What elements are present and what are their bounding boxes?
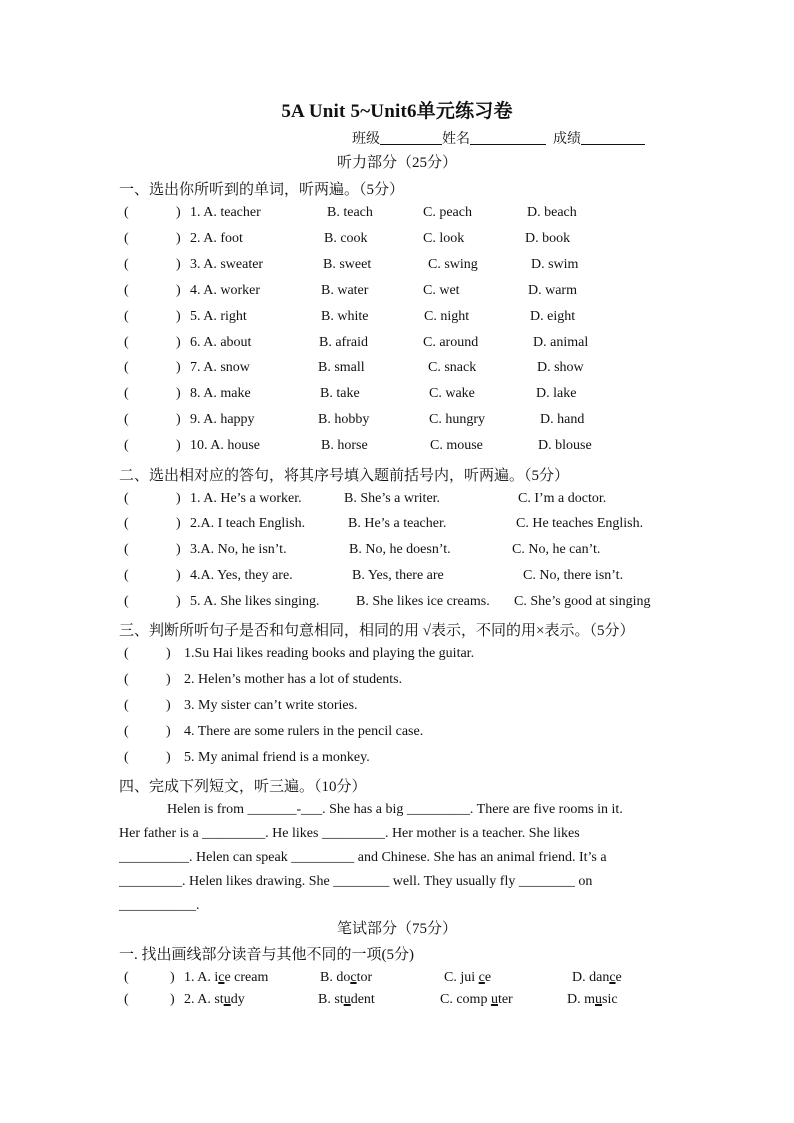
option-b: B. take	[320, 386, 360, 401]
s5-item-2	[124, 992, 684, 1012]
option-b: B. He’s a teacher.	[348, 516, 447, 531]
answer-paren-open[interactable]: (	[124, 412, 129, 427]
s5-item-1	[124, 970, 684, 990]
section5-heading: 一. 找出画线部分读音与其他不同的一项(5分)	[119, 947, 414, 963]
option-c: C. night	[424, 309, 470, 324]
option-b: B. small	[318, 360, 365, 375]
option-a-prefix: 1. A. i	[184, 970, 219, 985]
answer-paren-close: )	[166, 750, 171, 765]
option-b: B. white	[321, 309, 369, 324]
option-a: 9. A. happy	[190, 412, 255, 427]
s3-item-3	[124, 698, 684, 718]
option-b: B. sweet	[323, 257, 372, 272]
s1-item-7	[124, 360, 684, 380]
option-b	[320, 970, 372, 986]
option-a: 4.A. Yes, they are.	[190, 568, 293, 583]
section2-heading: 二、选出相对应的答句，将其序号填入题前括号内，听两遍。（5分）	[119, 468, 570, 484]
option-a: 5. A. She likes singing.	[190, 594, 320, 609]
s2-item-1	[124, 491, 684, 511]
option-c: C. No, he can’t.	[512, 542, 601, 557]
option-b: B. hobby	[318, 412, 370, 427]
option-a: 3.A. No, he isn’t.	[190, 542, 287, 557]
statement-text: 2. Helen’s mother has a lot of students.	[184, 672, 403, 687]
option-c: C. I’m a doctor.	[518, 491, 607, 506]
answer-paren-open[interactable]: (	[124, 594, 129, 609]
statement-text: 1.Su Hai likes reading books and playing the guitar.	[184, 646, 475, 661]
option-a: 2.A. I teach English.	[190, 516, 306, 531]
option-c	[444, 970, 491, 986]
s1-item-8	[124, 386, 684, 406]
answer-paren-close: )	[166, 698, 171, 713]
underlined-letters: c	[218, 970, 225, 985]
answer-paren-open[interactable]: (	[124, 283, 129, 298]
answer-paren-open[interactable]: (	[124, 438, 129, 453]
s1-item-1	[124, 205, 684, 225]
option-a-suffix: dy	[230, 992, 245, 1007]
answer-paren-open[interactable]: (	[124, 386, 129, 401]
s2-item-2	[124, 516, 684, 536]
s1-item-2	[124, 231, 684, 251]
option-c: C. She’s good at singing	[514, 594, 651, 609]
option-a: 1. A. teacher	[190, 205, 261, 220]
option-d-suffix: sic	[602, 992, 618, 1007]
option-a: 1. A. He’s a worker.	[190, 491, 302, 506]
option-b: B. Yes, there are	[352, 568, 444, 583]
option-c: C. wet	[423, 283, 460, 298]
s1-item-9	[124, 412, 684, 432]
underlined-letters: u	[595, 992, 602, 1007]
section3-heading: 三、判断所听句子是否和句意相同，相同的用 √表示，不同的用×表示。（5分）	[119, 623, 635, 639]
option-d	[567, 992, 618, 1008]
option-a	[184, 970, 268, 986]
class-blank[interactable]	[380, 130, 442, 145]
option-c: C. peach	[423, 205, 472, 220]
option-b: B. cook	[324, 231, 368, 246]
option-c: C. mouse	[430, 438, 483, 453]
option-d: D. beach	[527, 205, 577, 220]
option-c: C. He teaches English.	[516, 516, 644, 531]
name-blank[interactable]	[470, 130, 546, 145]
option-d: D. hand	[540, 412, 585, 427]
s2-item-3	[124, 542, 684, 562]
answer-paren-close: )	[176, 386, 181, 401]
option-c: C. swing	[428, 257, 478, 272]
option-b: B. afraid	[319, 335, 368, 350]
s2-item-5	[124, 594, 684, 614]
option-d: D. lake	[536, 386, 577, 401]
score-label: 成绩	[553, 132, 581, 147]
s1-item-6	[124, 335, 684, 355]
answer-paren-close: )	[176, 309, 181, 324]
option-a: 8. A. make	[190, 386, 251, 401]
option-c-prefix: C. jui	[444, 970, 479, 985]
answer-paren-open[interactable]: (	[124, 231, 129, 246]
answer-paren-open[interactable]: (	[124, 205, 129, 220]
answer-paren-close: )	[166, 724, 171, 739]
cloze-line-2: Her father is a _________. He likes _________. Her mother is a teacher. She likes	[119, 826, 580, 841]
underlined-letters: u	[490, 992, 498, 1007]
option-c: C. around	[423, 335, 479, 350]
answer-paren-close: )	[176, 568, 181, 583]
score-blank[interactable]	[581, 130, 645, 145]
answer-paren-open[interactable]: (	[124, 309, 129, 324]
option-c: C. hungry	[429, 412, 485, 427]
option-a: 5. A. right	[190, 309, 247, 324]
answer-paren-close: )	[176, 257, 181, 272]
option-d: D. show	[537, 360, 584, 375]
statement-text: 3. My sister can’t write stories.	[184, 698, 358, 713]
answer-paren-open[interactable]: (	[124, 542, 129, 557]
option-d-suffix: e	[615, 970, 622, 985]
answer-paren-open[interactable]: (	[124, 516, 129, 531]
answer-paren-open[interactable]: (	[124, 698, 129, 713]
cloze-line-4: _________. Helen likes drawing. She ________ well. They usually fly ________ on	[119, 874, 593, 889]
answer-paren-close: )	[170, 992, 175, 1007]
option-d: D. warm	[528, 283, 577, 298]
answer-paren-close: )	[166, 646, 171, 661]
option-b: B. horse	[321, 438, 368, 453]
option-a	[184, 992, 245, 1008]
statement-text: 5. My animal friend is a monkey.	[184, 750, 370, 765]
s3-item-2	[124, 672, 684, 692]
student-info-line	[352, 128, 645, 148]
option-c-suffix: e	[484, 970, 492, 985]
answer-paren-close: )	[176, 335, 181, 350]
answer-paren-open[interactable]: (	[124, 335, 129, 350]
option-b: B. She likes ice creams.	[356, 594, 490, 609]
option-c-prefix: C. comp	[440, 992, 491, 1007]
underlined-letters: c	[350, 970, 357, 985]
option-b-prefix: B. st	[318, 992, 344, 1007]
option-c: C. wake	[429, 386, 475, 401]
option-b	[318, 992, 375, 1008]
cloze-line-5: ___________.	[119, 898, 200, 913]
option-d	[572, 970, 622, 986]
answer-paren-close: )	[176, 205, 181, 220]
s2-item-4	[124, 568, 684, 588]
underlined-letters: u	[223, 992, 231, 1007]
cloze-line-1: Helen is from _______-___. She has a big _________. There are five rooms in it.	[167, 802, 623, 817]
answer-paren-open[interactable]: (	[124, 646, 129, 661]
option-b-suffix: dent	[350, 992, 375, 1007]
option-d: D. swim	[531, 257, 579, 272]
option-a: 7. A. snow	[190, 360, 250, 375]
option-a: 4. A. worker	[190, 283, 260, 298]
section1-heading: 一、选出你所听到的单词，听两遍。（5分）	[119, 182, 405, 198]
option-a: 6. A. about	[190, 335, 252, 350]
option-b: B. teach	[327, 205, 373, 220]
option-a-prefix: 2. A. st	[184, 992, 224, 1007]
s1-item-4	[124, 283, 684, 303]
listening-heading: 听力部分（25分）	[336, 155, 457, 171]
option-a: 10. A. house	[190, 438, 260, 453]
answer-paren-open[interactable]: (	[124, 970, 129, 985]
s1-item-3	[124, 257, 684, 277]
s3-item-4	[124, 724, 684, 744]
option-b: B. No, he doesn’t.	[349, 542, 451, 557]
s1-item-10	[124, 438, 684, 458]
answer-paren-close: )	[176, 438, 181, 453]
answer-paren-close: )	[176, 283, 181, 298]
option-c: C. No, there isn’t.	[523, 568, 624, 583]
s1-item-5	[124, 309, 684, 329]
option-a: 3. A. sweater	[190, 257, 264, 272]
answer-paren-close: )	[176, 542, 181, 557]
option-a: 2. A. foot	[190, 231, 243, 246]
s3-item-5	[124, 750, 684, 770]
answer-paren-open[interactable]: (	[124, 360, 129, 375]
answer-paren-close: )	[170, 970, 175, 985]
option-d: D. blouse	[538, 438, 592, 453]
answer-paren-close: )	[176, 491, 181, 506]
answer-paren-open[interactable]: (	[124, 257, 129, 272]
option-c: C. look	[423, 231, 465, 246]
option-d-prefix: D. dan	[572, 970, 610, 985]
option-c: C. snack	[428, 360, 477, 375]
cloze-line-3: __________. Helen can speak _________ and Chinese. She has an animal friend. It’s a	[119, 850, 607, 865]
cloze-paragraph	[119, 798, 674, 918]
option-d: D. eight	[530, 309, 576, 324]
answer-paren-close: )	[176, 360, 181, 375]
option-c-suffix: ter	[497, 992, 513, 1007]
option-b: B. water	[321, 283, 369, 298]
answer-paren-open[interactable]: (	[124, 568, 129, 583]
answer-paren-close: )	[176, 516, 181, 531]
answer-paren-open[interactable]: (	[124, 724, 129, 739]
page-title: 5A Unit 5~Unit6单元练习卷	[281, 101, 513, 122]
class-label: 班级	[352, 132, 380, 147]
answer-paren-open[interactable]: (	[124, 672, 129, 687]
option-b-suffix: tor	[356, 970, 373, 985]
option-d: D. animal	[533, 335, 589, 350]
option-b-prefix: B. do	[320, 970, 351, 985]
s3-item-1	[124, 646, 684, 666]
answer-paren-close: )	[176, 594, 181, 609]
underlined-letters: u	[343, 992, 351, 1007]
answer-paren-close: )	[166, 672, 171, 687]
writing-heading: 笔试部分（75分）	[336, 921, 457, 937]
answer-paren-open[interactable]: (	[124, 992, 129, 1007]
statement-text: 4. There are some rulers in the pencil case.	[184, 724, 424, 739]
option-a-suffix: e cream	[224, 970, 269, 985]
option-b: B. She’s a writer.	[344, 491, 441, 506]
answer-paren-open[interactable]: (	[124, 750, 129, 765]
underlined-letters: c	[478, 970, 485, 985]
option-d: D. book	[525, 231, 571, 246]
answer-paren-close: )	[176, 412, 181, 427]
option-d-prefix: D. m	[567, 992, 595, 1007]
answer-paren-open[interactable]: (	[124, 491, 129, 506]
underlined-letters: c	[609, 970, 616, 985]
name-label: 姓名	[442, 132, 470, 147]
answer-paren-close: )	[176, 231, 181, 246]
option-c	[440, 992, 513, 1008]
section4-heading: 四、完成下列短文，听三遍。（10分）	[119, 779, 367, 795]
